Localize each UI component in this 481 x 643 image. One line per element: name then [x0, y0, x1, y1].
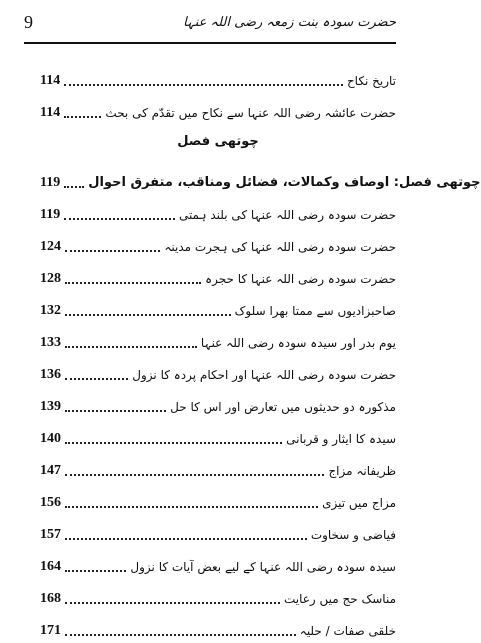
- page-header: [24, 8, 396, 36]
- toc-page-number: 114: [40, 73, 61, 88]
- dot-leader: [64, 218, 175, 220]
- toc-page-number: 132: [40, 303, 61, 318]
- toc-entry-title: حضرت سودہ رضی اللہ عنہا کا حجرہ: [205, 272, 396, 286]
- dot-leader: [65, 378, 128, 380]
- dot-leader: [65, 570, 126, 572]
- toc-page-number: 114: [40, 105, 61, 120]
- toc-chapter-row: [40, 162, 481, 192]
- dot-leader: [65, 410, 166, 412]
- toc-entry-row: [40, 416, 396, 448]
- dot-leader: [65, 346, 197, 348]
- toc-page-number: 119: [40, 175, 61, 190]
- header-divider: [24, 42, 396, 44]
- dot-leader: [64, 186, 84, 188]
- dot-leader: [65, 506, 318, 508]
- toc-page-number: 119: [40, 207, 61, 222]
- toc-entry-title: حضرت عائشہ رضی اللہ عنہا سے نکاح میں تقدّم کی بحث: [105, 106, 396, 120]
- toc-entry-row: [40, 320, 396, 352]
- dot-leader: [65, 314, 231, 316]
- toc-page-number: 136: [40, 367, 61, 382]
- table-of-contents: [40, 58, 481, 640]
- toc-entry-title: حضرت سودہ رضی اللہ عنہا اور احکام پردہ کا نزول: [132, 368, 396, 382]
- toc-entry-row: [40, 544, 396, 576]
- dot-leader: [65, 474, 324, 476]
- toc-section-heading: [40, 122, 396, 162]
- toc-entry-row: [40, 576, 396, 608]
- toc-entry-row: [40, 224, 396, 256]
- toc-page-number: 124: [40, 239, 61, 254]
- toc-entry-row: [40, 480, 396, 512]
- running-title: حضرت سودہ بنت زمعہ رضی اللہ عنہا: [183, 14, 396, 30]
- toc-page-number: 128: [40, 271, 61, 286]
- toc-page-number: 147: [40, 463, 61, 478]
- toc-page-number: 133: [40, 335, 61, 350]
- toc-page-number: 171: [40, 623, 61, 638]
- toc-entry-title: یوم بدر اور سیدہ سودہ رضی اللہ عنہا: [200, 336, 396, 350]
- toc-entry-title: ظریفانہ مزاج: [328, 464, 396, 478]
- dot-leader: [64, 84, 343, 86]
- toc-entry-row: [40, 384, 396, 416]
- toc-page-number: 157: [40, 527, 61, 542]
- toc-entry-row: [40, 90, 396, 122]
- toc-entry-title: حضرت سودہ رضی اللہ عنہا کی ہجرت مدینہ: [164, 240, 396, 254]
- toc-entry-title: خلقی صفات / حلیہ: [299, 624, 396, 638]
- toc-entry-title: حضرت سودہ رضی اللہ عنہا کی بلند ہمتی: [178, 208, 396, 222]
- toc-page-number: 156: [40, 495, 61, 510]
- toc-entry-row: [40, 448, 396, 480]
- dot-leader: [65, 282, 201, 284]
- toc-entry-row: [40, 608, 396, 640]
- toc-page-number: 140: [40, 431, 61, 446]
- toc-entry-title: سیدہ سودہ رضی اللہ عنہا کے لیے بعض آیات کا نزول: [130, 560, 396, 574]
- dot-leader: [64, 116, 101, 118]
- toc-entry-title: سیدہ کا ایثار و قربانی: [286, 432, 396, 446]
- toc-page-number: 139: [40, 399, 61, 414]
- dot-leader: [65, 442, 282, 444]
- toc-entry-title: تاریخ نکاح: [346, 74, 396, 88]
- toc-entry-title: مناسک حج میں رعایت: [283, 592, 396, 606]
- toc-entry-title: مذکورہ دو حدیثوں میں تعارض اور اس کا حل: [170, 400, 396, 414]
- toc-entry-title: چوتھی فصل: اوصاف وکمالات، فضائل ومناقب، متفرق احوال: [88, 175, 481, 190]
- toc-section-title: چوتھی فصل: [177, 134, 259, 149]
- toc-entry-title: مزاج میں تیزی: [322, 496, 396, 510]
- toc-entry-row: [40, 256, 396, 288]
- page-number: 9: [24, 11, 33, 32]
- dot-leader: [65, 250, 160, 252]
- toc-entry-row: [40, 288, 396, 320]
- toc-page-number: 168: [40, 591, 61, 606]
- toc-entry-row: [40, 58, 396, 90]
- toc-entry-row: [40, 192, 396, 224]
- dot-leader: [65, 634, 296, 636]
- toc-entry-title: فیاضی و سخاوت: [310, 528, 396, 542]
- dot-leader: [65, 602, 280, 604]
- toc-entry-row: [40, 352, 396, 384]
- toc-entry-row: [40, 512, 396, 544]
- dot-leader: [65, 538, 307, 540]
- toc-page-number: 164: [40, 559, 61, 574]
- toc-entry-title: صاحبزادیوں سے ممتا بھرا سلوک: [234, 304, 396, 318]
